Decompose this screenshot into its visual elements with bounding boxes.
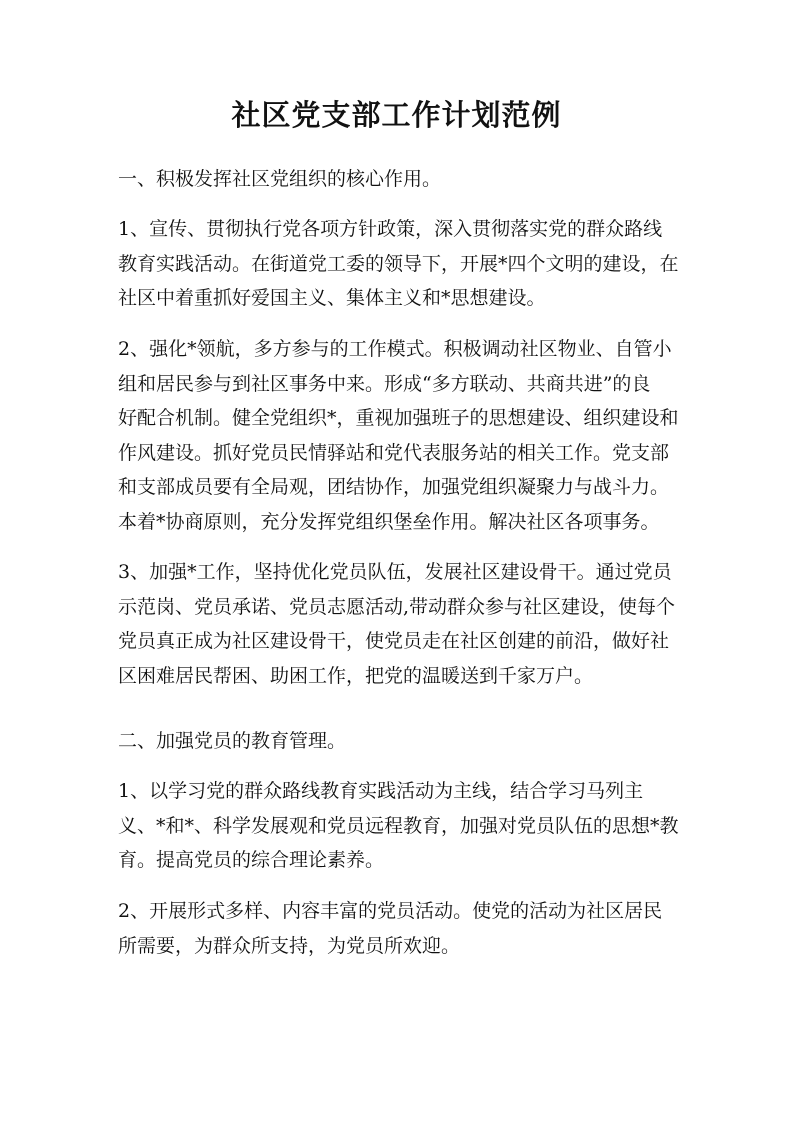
text-line: 所需要，为群众所支持，为党员所欢迎。: [118, 934, 461, 957]
text-line: 组和居民参与到社区事务中来。形成“多方联动、共商共进”的良: [118, 372, 651, 395]
section-heading-1: [118, 162, 688, 197]
text-line: 1、宣传、贯彻执行党各项方针政策，深入贯彻落实党的群众路线: [118, 218, 663, 240]
paragraph-2-2: [118, 894, 688, 963]
text-line: 2、强化*领航，多方参与的工作模式。积极调动社区物业、自管小: [118, 338, 672, 360]
text-line: 本着*协商原则，充分发挥党组织堡垒作用。解决社区各项事务。: [118, 510, 660, 533]
paragraph-2-1: [118, 774, 688, 878]
text-line: 好配合机制。健全党组织*，重视加强班子的思想建设、组织建设和: [118, 407, 679, 429]
text-line: 党员真正成为社区建设骨干，使党员走在社区创建的前沿，做好社: [118, 630, 670, 652]
paragraph-1-1: [118, 212, 688, 316]
text-line: 3、加强*工作，坚持优化党员队伍，发展社区建设骨干。通过党员: [118, 561, 672, 583]
text-line: 和支部成员要有全局观，团结协作，加强党组织凝聚力与战斗力。: [118, 476, 670, 498]
text-line: 示范岗、党员承诺、党员志愿活动,带动群众参与社区建设，使每个: [118, 595, 676, 618]
text-line: 2、开展形式多样、内容丰富的党员活动。使党的活动为社区居民: [118, 900, 663, 922]
section-heading-2: [118, 724, 688, 759]
text-line: 作风建设。抓好党员民情驿站和党代表服务站的相关工作。党支部: [118, 441, 670, 464]
text-line: 区困难居民帮困、助困工作，把党的温暖送到千家万户。: [118, 664, 594, 687]
text-line: 教育实践活动。在街道党工委的领导下，开展*四个文明的建设，在: [118, 252, 679, 275]
text-line: 社区中着重抓好爱国主义、集体主义和*思想建设。: [118, 287, 546, 309]
text-line: 1、以学习党的群众路线教育实践活动为主线，结合学习马列主: [118, 780, 644, 802]
text-line: 义、*和*、科学发展观和党员远程教育，加强对党员队伍的思想*教: [118, 814, 679, 837]
text-line: 二、加强党员的教育管理。: [118, 730, 347, 752]
paragraph-1-2: [118, 332, 688, 539]
document-title: 社区党支部工作计划范例: [231, 98, 562, 132]
text-line: 一、积极发挥社区党组织的核心作用。: [118, 168, 442, 190]
text-line: 育。提高党员的综合理论素养。: [118, 849, 385, 871]
paragraph-1-3: [118, 555, 688, 693]
